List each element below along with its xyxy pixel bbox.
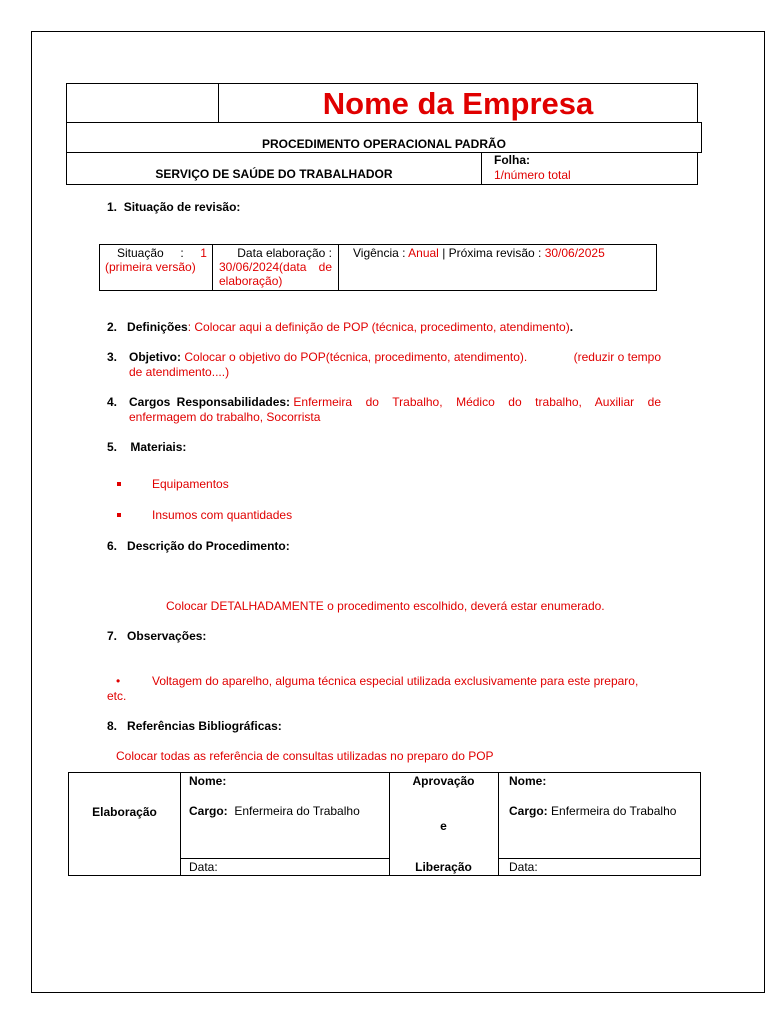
cargo-right: Cargo: Enfermeira do Trabalho	[509, 804, 677, 818]
header-doc-type-row	[66, 122, 702, 153]
release-label: Liberação	[415, 860, 472, 874]
section-7-heading: 7. Observações:	[107, 629, 207, 643]
sheet-value: 1/número total	[494, 168, 571, 182]
bullet-square	[117, 482, 121, 486]
approval-and-label: e	[440, 819, 447, 833]
section-8-heading: 8. Referências Bibliográficas:	[107, 719, 282, 733]
name-label-right: Nome:	[509, 774, 547, 788]
table-divider	[180, 773, 181, 875]
elaboration-label: Elaboração	[92, 805, 157, 819]
approval-label: Aprovação	[412, 774, 475, 788]
table-divider	[498, 773, 499, 875]
signature-table	[68, 772, 701, 876]
references-text: Colocar todas as referência de consultas utilizadas no preparo do POP	[116, 749, 494, 763]
table-divider	[498, 858, 700, 859]
section-1-heading: 1. Situação de revisão:	[107, 200, 241, 214]
revision-table	[99, 244, 657, 291]
observation-line-1: Voltagem do aparelho, alguma técnica especial utilizada exclusivamente para este preparo,	[152, 674, 639, 688]
date-label-left: Data:	[189, 860, 218, 874]
procedure-description: Colocar DETALHADAMENTE o procedimento escolhido, deverá estar enumerado.	[166, 599, 605, 613]
header-sheet-divider	[481, 153, 482, 184]
cargo-left: Cargo: Enfermeira do Trabalho	[189, 804, 360, 818]
bullet-dot: •	[116, 674, 121, 688]
section-5-heading: 5. Materiais:	[107, 440, 187, 454]
revision-date-cell: Data elaboração : 30/06/2024(data de elaboração)	[213, 245, 339, 290]
service-title: SERVIÇO DE SAÚDE DO TRABALHADOR	[155, 167, 393, 181]
name-label-left: Nome:	[189, 774, 227, 788]
observation-line-2: etc.	[107, 689, 127, 703]
table-divider	[180, 858, 389, 859]
header-service-row	[66, 153, 698, 185]
header-top-row	[66, 83, 698, 123]
revision-validity-cell: Vigência : Anual | Próxima revisão : 30/06/2025	[353, 246, 605, 260]
doc-type-title: PROCEDIMENTO OPERACIONAL PADRÃO	[261, 137, 507, 151]
date-label-right: Data:	[509, 860, 538, 874]
section-6-heading: 6. Descrição do Procedimento:	[107, 539, 290, 553]
material-item: Insumos com quantidades	[152, 508, 293, 522]
section-4: 4. Cargos Responsabilidades: Enfermeira do Trabalho, Médico do trabalho, Auxiliar de enfermagem do trabalho, Socorrista	[107, 395, 661, 424]
bullet-square	[117, 513, 121, 517]
sheet-label: Folha:	[494, 153, 530, 167]
section-3: 3. Objetivo: Colocar o objetivo do POP(técnica, procedimento, atendimento). (reduzir o tempo de atendimento....)	[107, 350, 661, 379]
company-name: Nome da Empresa	[322, 86, 594, 121]
material-item: Equipamentos	[152, 477, 229, 491]
section-2: 2. Definições: Colocar aqui a definição de POP (técnica, procedimento, atendimento).	[107, 320, 574, 334]
revision-situation-cell: Situação : 1 (primeira versão)	[100, 245, 213, 290]
